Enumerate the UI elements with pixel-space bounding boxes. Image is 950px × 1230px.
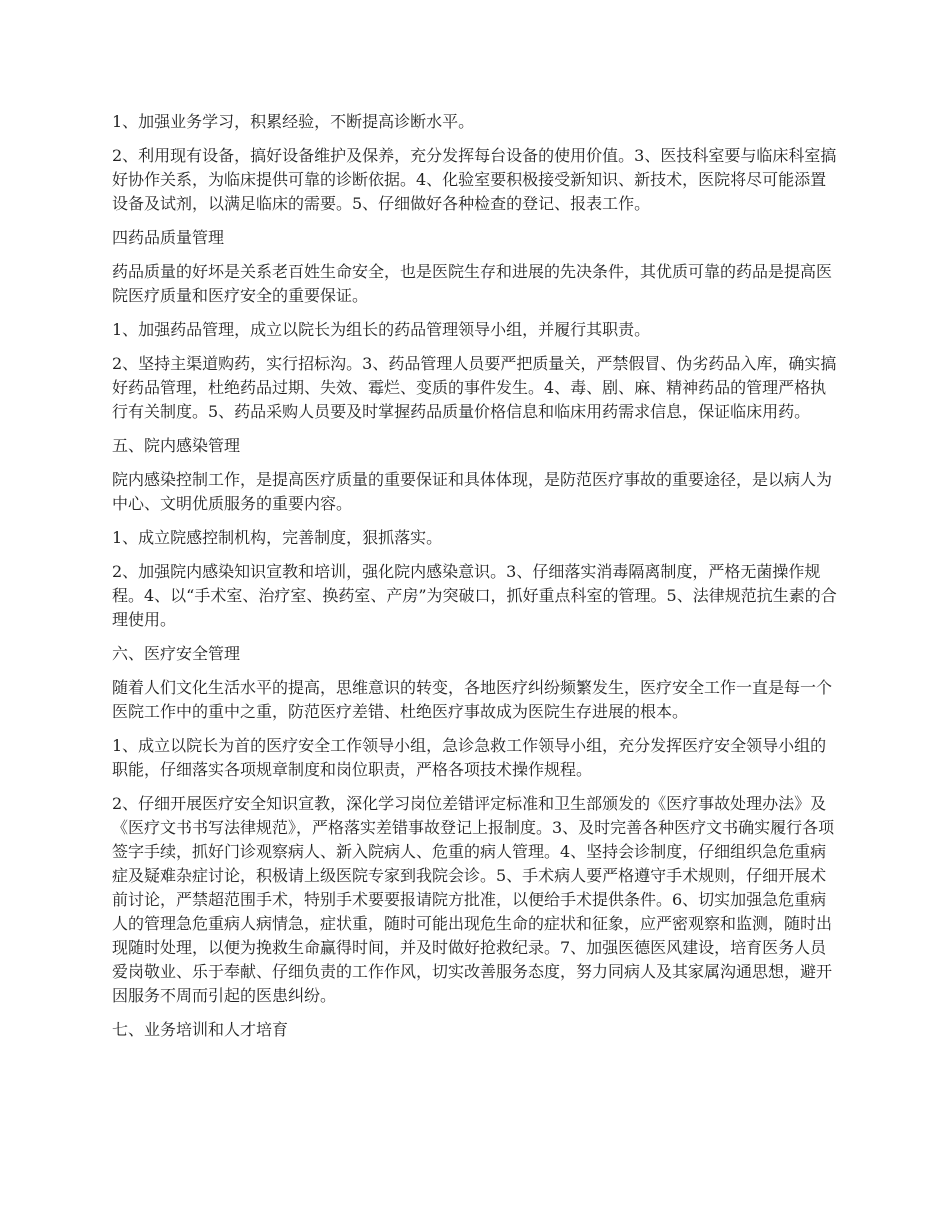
paragraph-3: 药品质量的好坏是关系老百姓生命安全，也是医院生存和进展的先决条件，其优质可靠的药品是提高医院医疗质量和医疗安全的重要保证。 bbox=[112, 262, 833, 305]
section-heading-infection-control: 五、院内感染管理 bbox=[112, 436, 241, 455]
paragraph-11: 2、仔细开展医疗安全知识宣教，深化学习岗位差错评定标准和卫生部颁发的《医疗事故处理办法》及《医疗文书书写法律规范》，严格落实差错事故登记上报制度。3、及时完善各种医疗文书确实履行各项签字手续，抓好门诊观察病人、新入院病人、危重的病人管理。4、坚持会诊制度，仔细组织急危重病症及疑难杂症讨论，积极请上级医院专家到我院会诊。5、手术病人要严格遵守手术规则，仔细开展术前讨论，严禁超范围手术，特别手术要要报请院方批准，以便给手术提供条件。6、切实加强急危重病人的管理急危重病人病情急，症状重，随时可能出现危生命的症状和征象，应严密观察和监测，随时出现随时处理，以便为挽救生命赢得时间，并及时做好抢救纪录。7、加强医德医风建设，培育医务人员爱岗敬业、乐于奉献、仔细负责的工作作风，切实改善服务态度，努力同病人及其家属沟通思想，避开因服务不周而引起的医患纠纷。 bbox=[112, 794, 835, 1005]
section-heading-training: 七、业务培训和人才培育 bbox=[112, 1020, 289, 1039]
paragraph-4: 1、加强药品管理，成立以院长为组长的药品管理领导小组，并履行其职责。 bbox=[112, 320, 651, 339]
paragraph-8: 2、加强院内感染知识宣教和培训，强化院内感染意识。3、仔细落实消毒隔离制度，严格无菌操作规程。4、以“手术室、治疗室、换药室、产房”为突破口，抓好重点科室的管理。5、法律规范抗生素的合理使用。 bbox=[112, 562, 837, 629]
section-heading-drug-quality: 四药品质量管理 bbox=[112, 228, 225, 247]
paragraph-9: 随着人们文化生活水平的提高，思维意识的转变，各地医疗纠纷频繁发生，医疗安全工作一直是每一个医院工作中的重中之重，防范医疗差错、杜绝医疗事故成为医院生存进展的根本。 bbox=[112, 678, 833, 721]
paragraph-1: 1、加强业务学习，积累经验，不断提高诊断水平。 bbox=[112, 112, 475, 131]
paragraph-7: 1、成立院感控制机构，完善制度，狠抓落实。 bbox=[112, 528, 443, 547]
paragraph-6: 院内感染控制工作，是提高医疗质量的重要保证和具体体现，是防范医疗事故的重要途径，是以病人为中心、文明优质服务的重要内容。 bbox=[112, 470, 833, 513]
section-heading-medical-safety: 六、医疗安全管理 bbox=[112, 644, 241, 663]
paragraph-10: 1、成立以院长为首的医疗安全工作领导小组，急诊急救工作领导小组，充分发挥医疗安全领导小组的职能，仔细落实各项规章制度和岗位职责，严格各项技术操作规程。 bbox=[112, 736, 827, 779]
paragraph-5: 2、坚持主渠道购药，实行招标沟。3、药品管理人员要严把质量关，严禁假冒、伪劣药品入库，确实搞好药品管理，杜绝药品过期、失效、霉烂、变质的事件发生。4、毒、剧、麻、精神药品的管理严格执行有关制度。5、药品采购人员要及时掌握药品质量价格信息和临床用药需求信息，保证临床用药。 bbox=[112, 354, 837, 421]
document-body bbox=[112, 110, 840, 1052]
paragraph-2: 2、利用现有设备，搞好设备维护及保养，充分发挥每台设备的使用价值。3、医技科室要与临床科室搞好协作关系，为临床提供可靠的诊断依据。4、化验室要积极接受新知识、新技术，医院将尽可能添置设备及试剂，以满足临床的需要。5、仔细做好各种检查的登记、报表工作。 bbox=[112, 146, 837, 213]
